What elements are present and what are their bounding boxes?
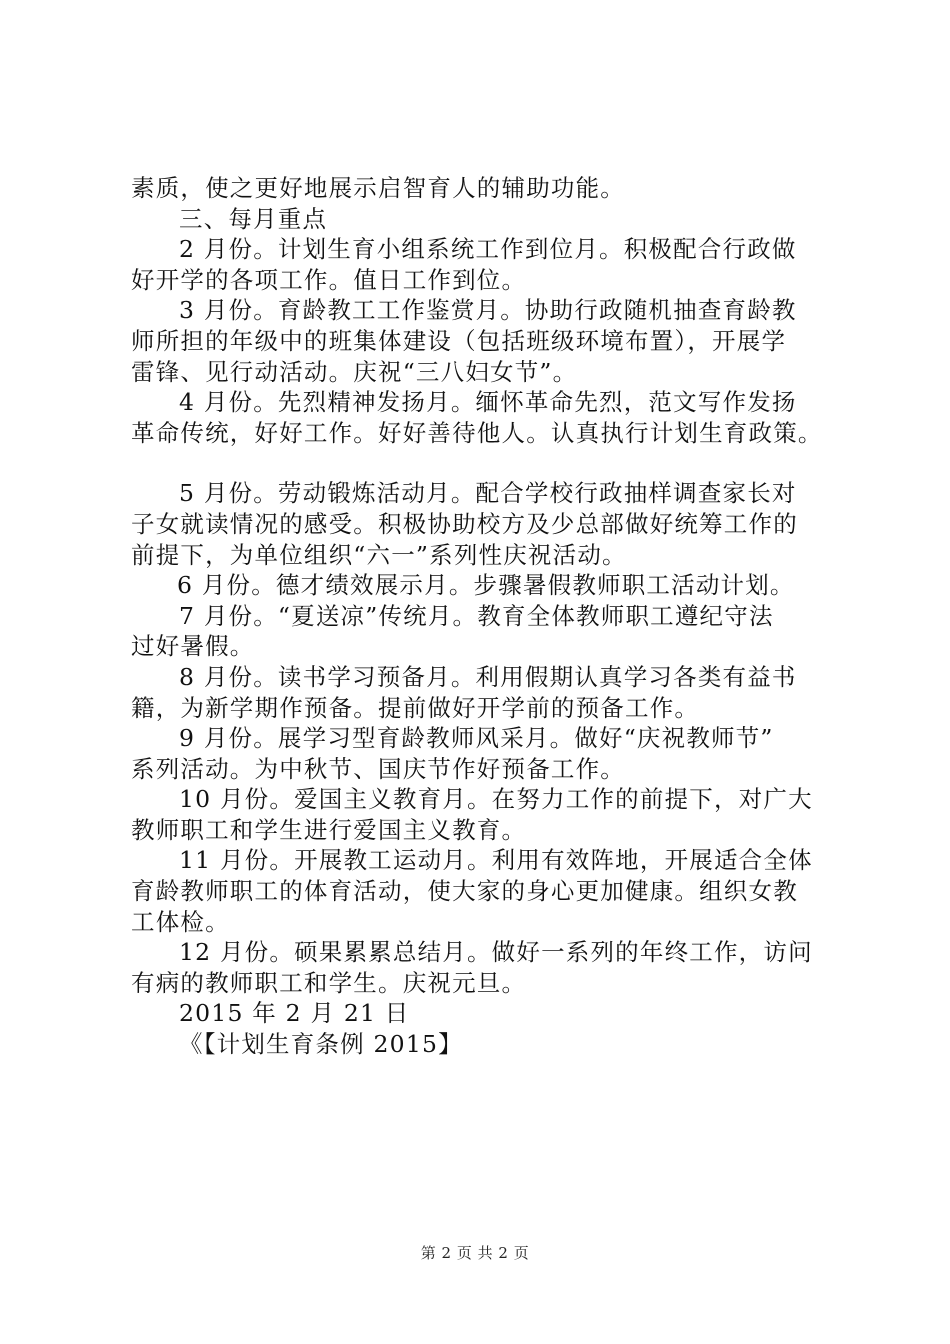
paragraph-line: 2 月份。计划生育小组系统工作到位月。积极配合行政做 [179, 235, 797, 264]
paragraph-line: 12 月份。硕果累累总结月。做好一系列的年终工作，访问 [179, 938, 813, 967]
paragraph-line: 育龄教师职工的体育活动，使大家的身心更加健康。组织女教 [131, 877, 798, 906]
paragraph-line: 子女就读情况的感受。积极协助校方及少总部做好统筹工作的 [131, 509, 798, 538]
paragraph-line: 10 月份。爱国主义教育月。在努力工作的前提下，对广大 [179, 785, 813, 814]
page-number-footer: 第 2 页 共 2 页 [420, 1244, 530, 1262]
paragraph-line: 工体检。 [131, 907, 230, 936]
paragraph-line: 过好暑假。 [131, 632, 255, 661]
paragraph-line: 9 月份。展学习型育龄教师风采月。做好“庆祝教师节” [179, 724, 774, 753]
paragraph-line: 好开学的各项工作。值日工作到位。 [131, 265, 527, 294]
paragraph-line: 革命传统，好好工作。好好善待他人。认真执行计划生育政策。 [131, 418, 823, 447]
paragraph-line: 6 月份。德才绩效展示月。步骤暑假教师职工活动计划。 [177, 571, 795, 600]
paragraph-line: 4 月份。先烈精神发扬月。缅怀革命先烈，范文写作发扬 [179, 388, 797, 417]
document-date: 2015 年 2 月 21 日 [179, 999, 410, 1028]
document-body [131, 173, 851, 1060]
section-heading: 三、每月重点 [179, 204, 328, 233]
paragraph-line: 7 月份。“夏送凉”传统月。教育全体教师职工遵纪守法 [179, 601, 774, 630]
paragraph-line: 11 月份。开展教工运动月。利用有效阵地，开展适合全体 [179, 846, 813, 875]
paragraph-line: 师所担的年级中的班集体建设（包括班级环境布置），开展学 [131, 326, 787, 355]
paragraph-line: 3 月份。育龄教工工作鉴赏月。协助行政随机抽查育龄教 [179, 296, 797, 325]
paragraph-line: 8 月份。读书学习预备月。利用假期认真学习各类有益书 [179, 662, 797, 691]
paragraph-line: 素质，使之更好地展示启智育人的辅助功能。 [131, 174, 625, 202]
paragraph-line: 雷锋、见行动活动。庆祝“三八妇女节”。 [131, 357, 578, 386]
paragraph-line: 系列活动。为中秋节、国庆节作好预备工作。 [131, 754, 625, 783]
paragraph-line: 5 月份。劳动锻炼活动月。配合学校行政抽样调查家长对 [179, 479, 797, 508]
paragraph-line: 教师职工和学生进行爱国主义教育。 [131, 815, 527, 844]
paragraph-line: 前提下，为单位组织“六一”系列性庆祝活动。 [131, 540, 627, 569]
paragraph-line: 有病的教师职工和学生。庆祝元旦。 [131, 968, 527, 997]
paragraph-gap [131, 448, 851, 478]
document-title-reference: 《【计划生育条例 2015】 [179, 1030, 463, 1059]
paragraph-line: 籍，为新学期作预备。提前做好开学前的预备工作。 [131, 693, 700, 722]
